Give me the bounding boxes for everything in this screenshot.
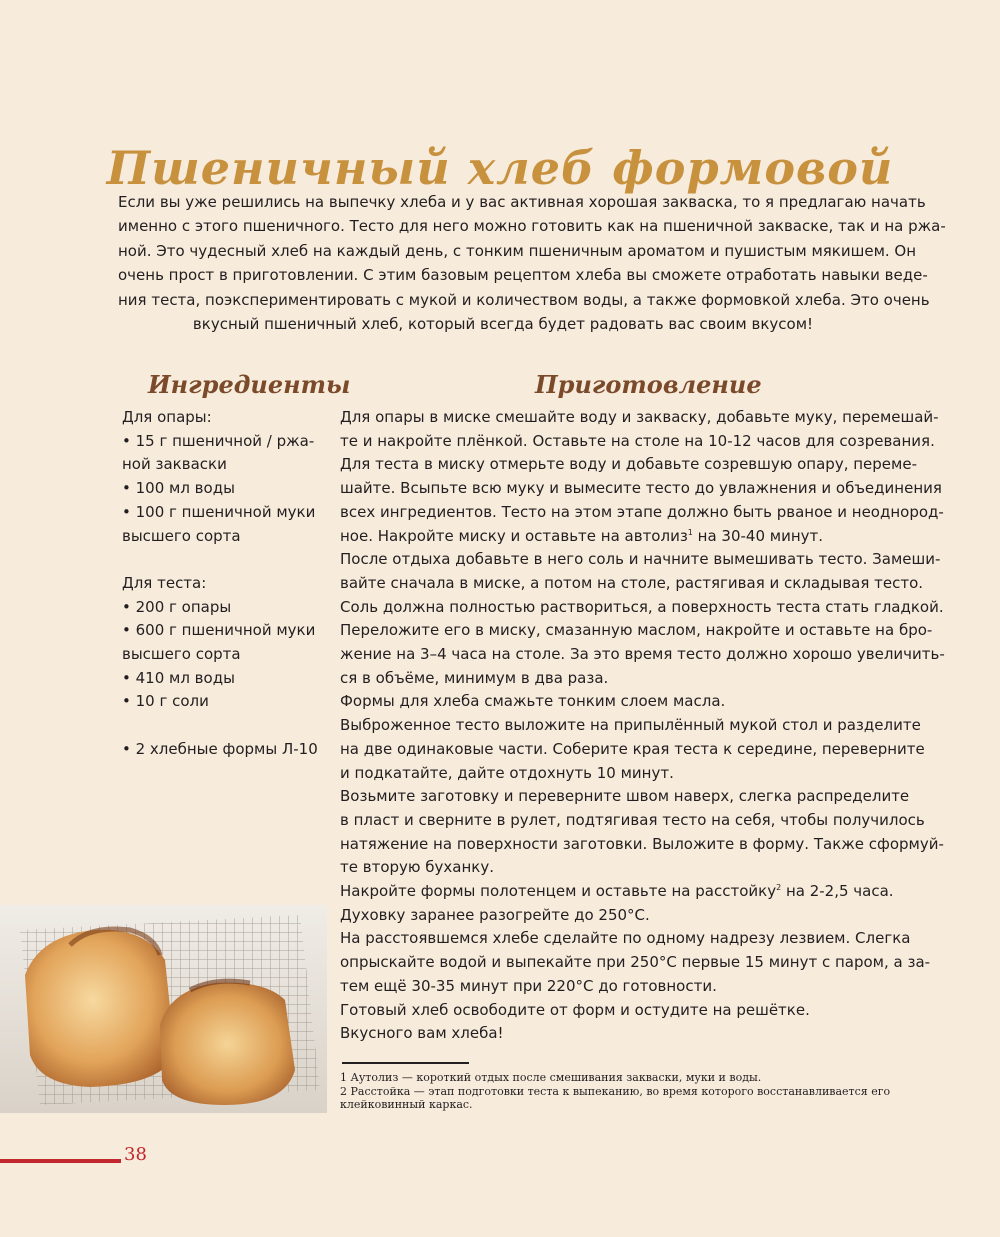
ingredients-heading: Ингредиенты (148, 370, 351, 399)
page-number: 38 (124, 1144, 147, 1165)
ingredient-spacer (122, 548, 322, 572)
preparation-line: те и накройте плёнкой. Оставьте на столе на 10-12 часов для созревания. (340, 431, 935, 450)
preparation-heading: Приготовление (535, 370, 762, 399)
preparation-line: всех ингредиентов. Тесто на этом этапе должно быть рваное и неоднород- (340, 502, 944, 521)
preparation-line: Для теста в миску отмерьте воду и добавьте созревшую опару, переме- (340, 455, 917, 474)
ingredient-line: • 2 хлебные формы Л-10 (122, 739, 318, 758)
preparation-line: Переложите его в миску, смазанную маслом, накройте и оставьте на бро- (340, 621, 933, 640)
preparation-line: опрыскайте водой и выпекайте при 250°С первые 15 минут с паром, а за- (340, 953, 931, 972)
preparation-line: и подкатайте, дайте отдохнуть 10 минут. (340, 763, 674, 782)
preparation-line: После отдыха добавьте в него соль и начните вымешивать тесто. Замеши- (340, 550, 941, 569)
preparation-line (340, 880, 902, 904)
ingredient-line: • 410 мл воды (122, 668, 235, 687)
ingredients-list (122, 406, 322, 762)
ingredient-line: ной закваски (122, 455, 227, 474)
preparation-text (340, 406, 945, 1046)
bread-photo (0, 905, 327, 1113)
ingredient-line: высшего сорта (122, 526, 241, 545)
ingredient-spacer (122, 714, 322, 738)
footnote: 1 Аутолиз — короткий отдых после смешивания закваски, муки и воды. (340, 1071, 762, 1084)
preparation-text-segment: Накройте формы полотенцем и оставьте на расстойку (340, 882, 777, 901)
preparation-line: Формы для хлеба смажьте тонким слоем масла. (340, 692, 726, 711)
ingredient-line: • 100 мл воды (122, 479, 235, 498)
preparation-line: вайте сначала в миске, а потом на столе, растягивая и складывая тесто. (340, 573, 924, 592)
preparation-line: те вторую буханку. (340, 858, 494, 877)
footnote-divider (342, 1062, 469, 1064)
intro-paragraph (118, 190, 946, 336)
preparation-line: ся в объёме, минимум в два раза. (340, 668, 609, 687)
footnote: клейковинный каркас. (340, 1098, 473, 1111)
preparation-line: Вкусного вам хлеба! (340, 1024, 504, 1043)
preparation-line: Духовку заранее разогрейте до 250°С. (340, 905, 650, 924)
intro-line: именно с этого пшеничного. Тесто для него можно готовить как на пшеничной закваске, так и на ржа- (118, 217, 946, 236)
preparation-line: шайте. Всыпьте всю муку и вымесите тесто до увлажнения и объединения (340, 479, 942, 498)
intro-line: очень прост в приготовлении. С этим базовым рецептом хлеба вы сможете отработать навыки веде- (118, 266, 928, 285)
intro-line: Если вы уже решились на выпечку хлеба и у вас активная хорошая закваска, то я предлагаю начать (118, 193, 926, 211)
preparation-line (340, 525, 902, 549)
preparation-line: Соль должна полностью раствориться, а поверхность теста стать гладкой. (340, 597, 944, 616)
preparation-line: Выброженное тесто выложите на припылённый мукой стол и разделите (340, 716, 921, 735)
bread-photo-illustration (0, 905, 327, 1113)
preparation-line: Возьмите заготовку и переверните швом наверх, слегка распределите (340, 787, 910, 806)
preparation-line: тем ещё 30-35 минут при 220°С до готовности. (340, 976, 717, 995)
preparation-line: Готовый хлеб освободите от форм и остудите на решётке. (340, 1000, 810, 1019)
intro-line: ной. Это чудесный хлеб на каждый день, с тонким пшеничным ароматом и пушистым мякишем. Он (118, 241, 917, 260)
intro-line: ния теста, поэкспериментировать с мукой и количеством воды, а также формовкой хлеба. Это очень (118, 290, 930, 309)
ingredient-line: • 200 г опары (122, 597, 232, 616)
preparation-line: в пласт и сверните в рулет, подтягивая тесто на себя, чтобы получилось (340, 810, 925, 829)
footnote-reference: 2 (776, 883, 782, 893)
ingredient-line: Для опары: (122, 408, 212, 426)
ingredient-line: • 100 г пшеничной муки (122, 502, 316, 521)
preparation-line: Для опары в миске смешайте воду и закваску, добавьте муку, перемешай- (340, 408, 939, 426)
ingredient-line: • 15 г пшеничной / ржа- (122, 431, 315, 450)
page-number-bar (0, 1159, 121, 1163)
preparation-line: на две одинаковые части. Соберите края теста к середине, переверните (340, 739, 925, 758)
preparation-text-segment: ное. Накройте миску и оставьте на автолиз (340, 526, 688, 545)
footnote-reference: 1 (687, 527, 693, 537)
footnote: 2 Расстойка — этап подготовки теста к выпеканию, во время которого восстанавливается его (340, 1084, 891, 1098)
preparation-line: жение на 3–4 часа на столе. За это время тесто должно хорошо увеличить- (340, 645, 945, 664)
footnotes (340, 1071, 910, 1112)
preparation-line: На расстоявшемся хлебе сделайте по одному надрезу лезвием. Слегка (340, 929, 911, 948)
preparation-line: натяжение на поверхности заготовки. Выложите в форму. Также сформуй- (340, 834, 944, 853)
preparation-text-segment: на 30-40 минут. (692, 526, 824, 545)
intro-line: вкусный пшеничный хлеб, который всегда будет радовать вас своим вкусом! (192, 315, 814, 334)
ingredient-line: • 600 г пшеничной муки (122, 621, 316, 640)
ingredient-line: Для теста: (122, 573, 207, 592)
page-title: Пшеничный хлеб формовой (106, 140, 894, 195)
ingredient-line: • 10 г соли (122, 692, 209, 711)
preparation-text-segment: на 2-2,5 часа. (781, 882, 894, 901)
ingredient-line: высшего сорта (122, 645, 241, 664)
